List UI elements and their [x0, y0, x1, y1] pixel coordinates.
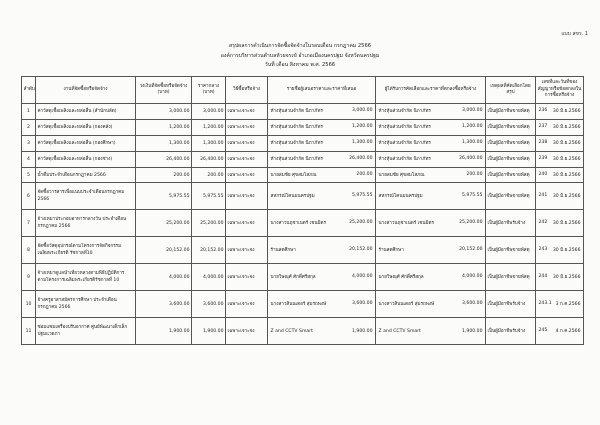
row-budget: 25,200.00: [136, 210, 192, 237]
row-winner: สหกรณ์โคนมนครปฐม: [378, 193, 423, 199]
row-reason: เป็นผู้มีอาชีพรับจ้าง: [486, 210, 536, 237]
row-win-price: 20,152.00: [459, 246, 483, 252]
form-code: แบบ สขร. 1: [561, 31, 588, 37]
row-bidder-cell: [268, 167, 376, 183]
row-no: 2: [22, 119, 36, 135]
title-line-3: วันที่ เดือน สิงหาคม พ.ศ. 2566: [264, 62, 336, 68]
row-bid-price: 5,975.55: [352, 192, 373, 198]
row-method: เฉพาะเจาะจง: [226, 210, 268, 237]
row-bid-price: 20,152.00: [349, 246, 373, 252]
row-winner: ร้านสตศึกษา: [378, 247, 404, 253]
row-contract-no: 236: [538, 107, 548, 113]
row-contract-date: 30 มิ.ย.2566: [552, 274, 581, 280]
row-contract-date: 30 มิ.ย.2566: [552, 172, 581, 178]
row-win-price: 1,200.00: [462, 123, 483, 129]
row-contract-cell: [536, 104, 584, 120]
row-median-price: 26,400.00: [192, 151, 226, 167]
row-median-price: 1,200.00: [192, 119, 226, 135]
row-bid-price: 26,400.00: [349, 155, 373, 161]
header-budget: วงเงินที่จัดซื้อหรือจัดจ้าง (บาท): [136, 77, 192, 104]
row-winner: ห้างหุ้นส่วนจำกัด นิภาภัทร: [378, 124, 431, 130]
row-bidder-cell: [268, 291, 376, 318]
header-reason: เหตุผลที่คัดเลือกโดยสรุป: [486, 77, 536, 104]
row-win-price: 25,200.00: [459, 219, 483, 225]
row-no: 1: [22, 104, 36, 120]
row-no: 5: [22, 167, 36, 183]
row-no: 9: [22, 264, 36, 291]
row-method: เฉพาะเจาะจง: [226, 151, 268, 167]
row-median-price: 20,152.00: [192, 237, 226, 264]
row-winner-cell: [376, 264, 486, 291]
row-item: จัดซื้อวัสดุอุปกรณ์ตามโครงการจัดกิจกรรมเฉลิมพระเกียรติ รัชกาลที่10: [36, 237, 136, 264]
row-contract-no: 242: [538, 219, 548, 225]
row-win-price: 1,900.00: [462, 328, 483, 334]
row-method: เฉพาะเจาะจง: [226, 183, 268, 210]
row-reason: เป็นผู้มีอาชีพขายพัสดุ: [486, 237, 536, 264]
table-row: [22, 237, 584, 264]
row-contract-date: 30 มิ.ย.2566: [552, 140, 581, 146]
procurement-table: [21, 76, 584, 345]
row-method: เฉพาะเจาะจง: [226, 135, 268, 151]
row-method: เฉพาะเจาะจง: [226, 291, 268, 318]
row-contract-cell: [536, 183, 584, 210]
row-bid-price: 25,200.00: [349, 219, 373, 225]
table-row: [22, 318, 584, 345]
row-bidder-cell: [268, 264, 376, 291]
row-item: จัดซื้อวารสารเพื่อแนบประจำเดือนกรกฎาคม 2566: [36, 183, 136, 210]
row-budget: 3,000.00: [136, 104, 192, 120]
row-winner: นางสาวสินนเดอร์ สุ่มรถพงษ์: [378, 301, 435, 307]
row-method: เฉพาะเจาะจง: [226, 104, 268, 120]
row-bidder: ห้างหุ้นส่วนจำกัด นิภาภัทร: [270, 124, 323, 130]
row-winner-cell: [376, 167, 486, 183]
row-no: 10: [22, 291, 36, 318]
table-row: [22, 264, 584, 291]
header-bidders: รายชื่อผู้เสนอราคาและราคาที่เสนอ: [268, 77, 376, 104]
row-budget: 200.00: [136, 167, 192, 183]
row-reason: เป็นผู้มีอาชีพขายพัสดุ: [486, 119, 536, 135]
row-contract-no: 238: [538, 139, 548, 145]
row-bidder: ห้างหุ้นส่วนจำกัด นิภาภัทร: [270, 140, 323, 146]
row-winner-cell: [376, 151, 486, 167]
table-row: [22, 210, 584, 237]
row-bidder: ห้างหุ้นส่วนจำกัด นิภาภัทร: [270, 108, 323, 114]
row-item: ค่าวัสดุเชื้อเพลิงและหล่อลื่น (กองคลัง): [36, 119, 136, 135]
row-contract-date: 30 มิ.ย.2566: [552, 124, 581, 130]
row-winner: ห้างหุ้นส่วนจำกัด นิภาภัทร: [378, 156, 431, 162]
row-median-price: 5,975.55: [192, 183, 226, 210]
row-winner: นายสมชัย ศุขสมโสภณ: [378, 172, 425, 178]
header-item: งานที่จัดซื้อหรือจัดจ้าง: [36, 77, 136, 104]
row-win-price: 1,300.00: [462, 139, 483, 145]
row-win-price: 3,000.00: [462, 107, 483, 113]
row-bidder: ร้านสตศึกษา: [270, 247, 296, 253]
row-bidder-cell: [268, 135, 376, 151]
row-item: ค่าวัสดุเชื้อเพลิงและหล่อลื่น (กองช่าง): [36, 151, 136, 167]
row-item: จ้างเหมาดูแลนำเที่ยวหลวงตามพิธีปฏิบัติการ ตามโครงการเฉลิมพระเกียรติรัชกาลที่ 10: [36, 264, 136, 291]
row-budget: 1,900.00: [136, 318, 192, 345]
row-reason: เป็นผู้มีอาชีพขายพัสดุ: [486, 183, 536, 210]
row-reason: เป็นผู้มีอาชีพรับจ้าง: [486, 291, 536, 318]
row-median-price: 200.00: [192, 167, 226, 183]
row-reason: เป็นผู้มีอาชีพขายพัสดุ: [486, 167, 536, 183]
row-method: เฉพาะเจาะจง: [226, 167, 268, 183]
row-winner-cell: [376, 104, 486, 120]
row-contract-no: 244: [538, 273, 548, 279]
table-row: [22, 119, 584, 135]
row-winner: นางสาวนฤชาเนตร์ เชนมิตร: [378, 220, 434, 226]
row-budget: 26,400.00: [136, 151, 192, 167]
row-reason: เป็นผู้มีอาชีพขายพัสดุ: [486, 104, 536, 120]
row-median-price: 25,200.00: [192, 210, 226, 237]
row-bidder-cell: [268, 119, 376, 135]
row-bidder: นายสมชัย ศุขสมโสภณ: [270, 172, 317, 178]
row-method: เฉพาะเจาะจง: [226, 318, 268, 345]
row-contract-date: 30 มิ.ย.2566: [552, 156, 581, 162]
row-win-price: 200.00: [466, 171, 483, 177]
row-winner-cell: [376, 119, 486, 135]
row-winner: นายวิษณุศ์ ศักดิ์ศรีสกุล: [378, 274, 424, 280]
row-no: 4: [22, 151, 36, 167]
row-budget: 1,200.00: [136, 119, 192, 135]
row-bidder-cell: [268, 210, 376, 237]
row-bidder-cell: [268, 237, 376, 264]
row-win-price: 4,000.00: [462, 273, 483, 279]
row-contract-date: 3 ก.ค.2566: [555, 301, 581, 307]
row-winner-cell: [376, 237, 486, 264]
row-bid-price: 200.00: [356, 171, 373, 177]
row-contract-no: 243.1: [538, 300, 552, 306]
row-bidder: Z and CCTV Smart: [270, 328, 313, 334]
row-budget: 20,152.00: [136, 237, 192, 264]
row-contract-no: 243: [538, 246, 548, 252]
table-row: [22, 135, 584, 151]
row-contract-cell: [536, 237, 584, 264]
row-median-price: 3,000.00: [192, 104, 226, 120]
document-title-block: [0, 42, 600, 71]
row-median-price: 3,600.00: [192, 291, 226, 318]
row-contract-cell: [536, 318, 584, 345]
row-bid-price: 1,900.00: [352, 328, 373, 334]
row-bid-price: 3,600.00: [352, 300, 373, 306]
row-contract-cell: [536, 119, 584, 135]
row-method: เฉพาะเจาะจง: [226, 119, 268, 135]
row-winner-cell: [376, 318, 486, 345]
row-contract-date: 30 มิ.ย.2566: [552, 193, 581, 199]
row-winner-cell: [376, 210, 486, 237]
row-winner-cell: [376, 291, 486, 318]
row-contract-no: 239: [538, 155, 548, 161]
row-bidder: ห้างหุ้นส่วนจำกัด นิภาภัทร: [270, 156, 323, 162]
row-contract-no: 240: [538, 171, 548, 177]
row-no: 8: [22, 237, 36, 264]
row-bid-price: 3,000.00: [352, 107, 373, 113]
table-body: [22, 104, 584, 345]
row-item: ค่าวัสดุเชื้อเพลิงและหล่อลื่น (สำนักปลัด): [36, 104, 136, 120]
table-row: [22, 151, 584, 167]
row-bidder-cell: [268, 104, 376, 120]
row-bidder: นายวิษณุศ์ ศักดิ์ศรีสกุล: [270, 274, 316, 280]
row-contract-cell: [536, 135, 584, 151]
row-no: 6: [22, 183, 36, 210]
row-winner: ห้างหุ้นส่วนจำกัด นิภาภัทร: [378, 108, 431, 114]
row-budget: 3,600.00: [136, 291, 192, 318]
row-winner-cell: [376, 183, 486, 210]
header-median-price: ราคากลาง (บาท): [192, 77, 226, 104]
table-row: [22, 291, 584, 318]
row-contract-cell: [536, 291, 584, 318]
row-no: 3: [22, 135, 36, 151]
row-contract-cell: [536, 210, 584, 237]
row-reason: เป็นผู้มีอาชีพขายพัสดุ: [486, 135, 536, 151]
row-contract-date: 4 ก.ค.2566: [555, 328, 581, 334]
row-bidder-cell: [268, 151, 376, 167]
row-contract-no: 237: [538, 123, 548, 129]
row-reason: เป็นผู้มีอาชีพรับจ้าง: [486, 318, 536, 345]
row-win-price: 3,600.00: [462, 300, 483, 306]
table-row: [22, 104, 584, 120]
row-contract-no: 245: [538, 327, 548, 333]
table-header-row: [22, 77, 584, 104]
row-no: 7: [22, 210, 36, 237]
row-bidder: สหกรณ์โคนมนครปฐม: [270, 193, 315, 199]
row-contract-cell: [536, 167, 584, 183]
row-bid-price: 1,200.00: [352, 123, 373, 129]
row-winner: ห้างหุ้นส่วนจำกัด นิภาภัทร: [378, 140, 431, 146]
row-winner: Z and CCTV Smart: [378, 328, 421, 334]
header-winner: ผู้ได้รับการคัดเลือกและราคาที่ตกลงซื้อหรือจ้าง: [376, 77, 486, 104]
row-contract-cell: [536, 264, 584, 291]
row-no: 11: [22, 318, 36, 345]
table-row: [22, 183, 584, 210]
row-reason: เป็นผู้มีอาชีพขายพัสดุ: [486, 151, 536, 167]
row-item: ซ่อมแซมเครื่องปรับอากาศ ศูนย์พัฒนาเด็กเล็กปฐมแวดภา: [36, 318, 136, 345]
row-item: ค่าวัสดุเชื้อเพลิงและหล่อลื่น (กองศึกษา): [36, 135, 136, 151]
row-budget: 4,000.00: [136, 264, 192, 291]
row-bidder-cell: [268, 183, 376, 210]
title-line-1: สรุปผลการดำเนินการจัดซื้อจัดจ้างในรอบเดือน กรกฎาคม 2566: [228, 43, 372, 49]
title-line-2: องค์การบริหารส่วนตำบลห้วยจรเข้ อำเภอเมืองนครปฐม จังหวัดนครปฐม: [220, 52, 380, 59]
header-contract: เลขที่และวันที่ของสัญญาหรือข้อตกลงในการซื้อหรือจ้าง: [536, 77, 584, 104]
header-method: วิธีซื้อหรือจ้าง: [226, 77, 268, 104]
row-winner-cell: [376, 135, 486, 151]
row-win-price: 5,975.55: [462, 192, 483, 198]
row-contract-no: 241: [538, 192, 548, 198]
row-bidder: นางสาวนฤชาเนตร์ เชนมิตร: [270, 220, 326, 226]
row-median-price: 1,300.00: [192, 135, 226, 151]
row-budget: 1,300.00: [136, 135, 192, 151]
row-contract-date: 30 มิ.ย.2566: [552, 220, 581, 226]
row-contract-cell: [536, 151, 584, 167]
row-method: เฉพาะเจาะจง: [226, 237, 268, 264]
row-win-price: 26,400.00: [459, 155, 483, 161]
row-median-price: 1,900.00: [192, 318, 226, 345]
row-item: น้ำดื่มประจำเดือนกรกฎาคม 2566: [36, 167, 136, 183]
row-bid-price: 1,300.00: [352, 139, 373, 145]
header-no: ลำดับ: [22, 77, 36, 104]
row-budget: 5,975.55: [136, 183, 192, 210]
row-median-price: 4,000.00: [192, 264, 226, 291]
row-method: เฉพาะเจาะจง: [226, 264, 268, 291]
row-item: จ้างครูอาสาสมัครการศึกษา ประจำเดือนกรกฎาคม 2566: [36, 291, 136, 318]
row-contract-date: 30 มิ.ย.2566: [552, 247, 581, 253]
row-bid-price: 4,000.00: [352, 273, 373, 279]
row-bidder-cell: [268, 318, 376, 345]
row-contract-date: 30 มิ.ย.2566: [552, 108, 581, 114]
row-bidder: นางสาวสินนเดอร์ สุ่มรถพงษ์: [270, 301, 327, 307]
row-item: จ้างเหมาประกอบอาหารกลางวัน ประจำเดือนกรกฎาคม 2566: [36, 210, 136, 237]
table-row: [22, 167, 584, 183]
row-reason: เป็นผู้มีอาชีพขายพัสดุ: [486, 264, 536, 291]
